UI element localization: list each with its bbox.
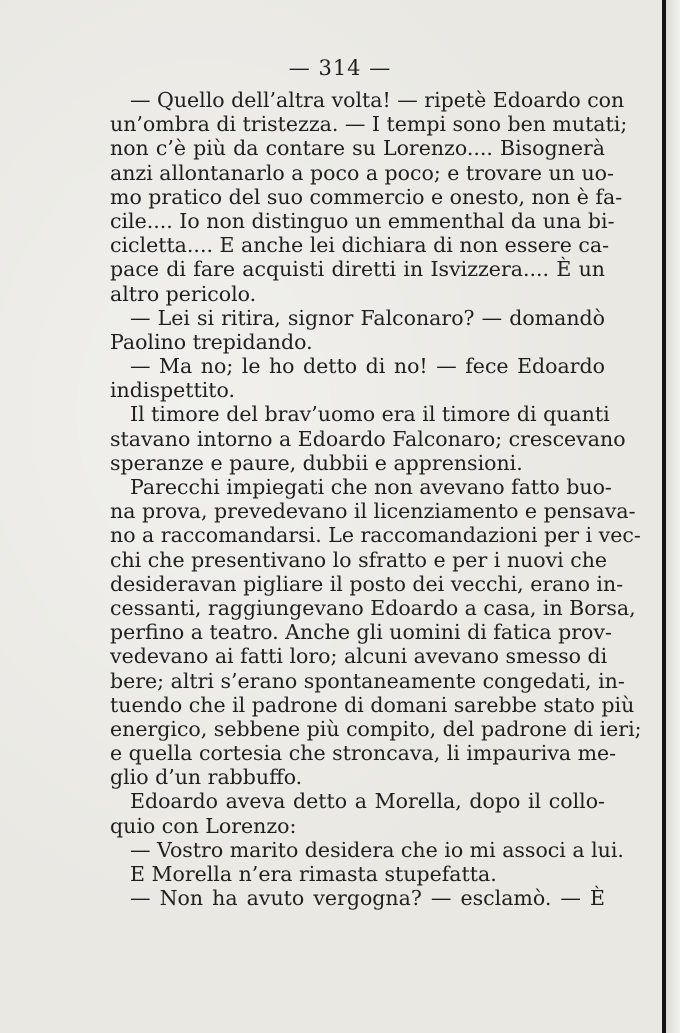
text-line: E Morella n’era rimasta stupefatta. bbox=[130, 862, 497, 886]
text-line: cessanti, raggiungevano Edoardo a casa, in Borsa, bbox=[110, 595, 636, 620]
text-line: — Non ha avuto vergogna? — esclamò. — È bbox=[130, 886, 605, 911]
text-line: perfino a teatro. Anche gli uomini di fatica prov- bbox=[110, 620, 612, 645]
text-line: un’ombra di tristezza. — I tempi sono ben mutati; bbox=[110, 112, 628, 137]
text-line: pace di fare acquisti diretti in Isvizzera.... È un bbox=[110, 257, 605, 282]
text-line: cile.... Io non distinguo un emmenthal da una bi- bbox=[110, 208, 615, 233]
text-line: tuendo che il padrone di domani sarebbe stato più bbox=[110, 692, 635, 717]
page-edge bbox=[666, 0, 680, 1033]
book-spine-line bbox=[662, 0, 666, 1033]
text-line: vedevano ai fatti loro; alcuni avevano smesso di bbox=[110, 644, 608, 669]
text-line: Edoardo aveva detto a Morella, dopo il collo- bbox=[130, 789, 605, 814]
text-line: — Lei si ritira, signor Falconaro? — domandò bbox=[130, 305, 605, 330]
text-line: non c’è più da contare su Lorenzo.... Bisognerà bbox=[110, 136, 605, 161]
page-number: — 314 — bbox=[288, 56, 392, 80]
text-line: chi che presentivano lo sfratto e per i nuovi che bbox=[110, 547, 608, 572]
text-line: — Ma no; le ho detto di no! — fece Edoardo bbox=[130, 354, 605, 379]
text-line: stavano intorno a Edoardo Falconaro; crescevano bbox=[110, 426, 626, 451]
text-line: mo pratico del suo commercio e onesto, non è fa- bbox=[110, 184, 623, 209]
text-line: desideravan pigliare il posto dei vecchi, erano in- bbox=[110, 571, 624, 596]
text-line: glio d’un rabbuffo. bbox=[110, 765, 303, 790]
text-line: — Vostro marito desidera che io mi associ a lui. bbox=[130, 837, 624, 862]
text-line: no a raccomandarsi. Le raccomandazioni per i vec- bbox=[110, 523, 641, 548]
text-line: na prova, prevedevano il licenziamento e pensava- bbox=[110, 499, 636, 524]
text-line: indispettito. bbox=[110, 378, 235, 403]
text-line: cicletta.... E anche lei dichiara di non essere ca- bbox=[110, 233, 610, 258]
text-line: bere; altri s’erano spontaneamente congedati, in- bbox=[110, 668, 625, 693]
body-text bbox=[110, 88, 642, 911]
text-line: Paolino trepidando. bbox=[110, 329, 313, 354]
text-line: energico, sebbene più compito, del padrone di ieri; bbox=[110, 716, 642, 741]
text-line: anzi allontanarlo a poco a poco; e trovare un uo- bbox=[110, 160, 614, 185]
text-line: speranze e paure, dubbii e apprensioni. bbox=[110, 450, 523, 475]
text-line: Parecchi impiegati che non avevano fatto buo- bbox=[130, 475, 612, 499]
text-line: Il timore del brav’uomo era il timore di quanti bbox=[130, 402, 610, 427]
text-line: e quella cortesia che stroncava, li impauriva me- bbox=[110, 741, 617, 766]
text-line: altro pericolo. bbox=[110, 281, 257, 306]
text-line: — Quello dell’altra volta! — ripetè Edoardo con bbox=[130, 88, 625, 112]
text-line: quio con Lorenzo: bbox=[110, 813, 297, 838]
